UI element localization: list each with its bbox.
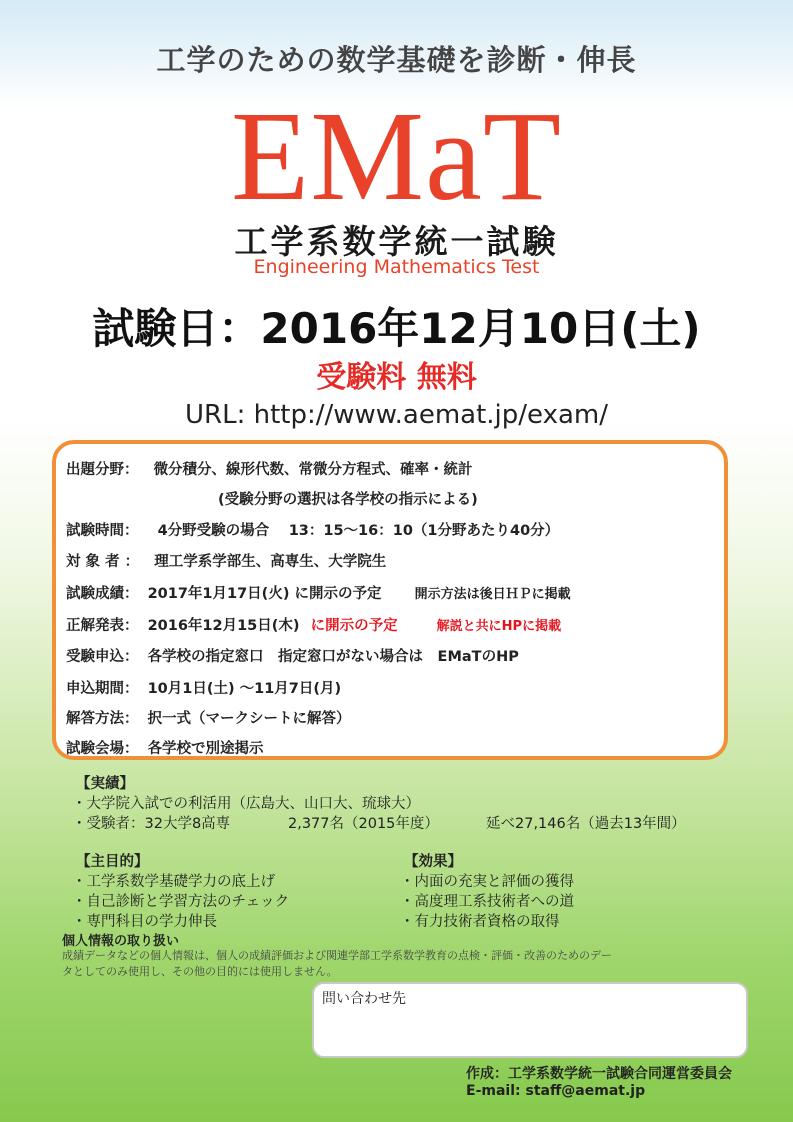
achievements-title: 【実績】 xyxy=(76,776,134,792)
subjects-row xyxy=(66,458,473,479)
purpose-item: ・専門科目の学力伸長 xyxy=(72,914,217,930)
answers-note: 解説と共にHPに掲載 xyxy=(436,619,562,634)
emat-logo: EMaT xyxy=(231,85,562,227)
subjects-note: (受験分野の選択は各学校の指示による) xyxy=(218,492,478,508)
contact-label: 問い合わせ先 xyxy=(322,991,406,1007)
title-japanese: 工学系数学統一試験 xyxy=(234,222,559,261)
privacy-text: 成績データなどの個人情報は、個人の成績評価および関連学部工学系数学教育の点検・評価・改善のためのデータとしてのみ使用し、その他の目的には使用しません。 xyxy=(62,949,612,978)
achievement-item: 延べ27,146名（過去13年間） xyxy=(486,816,686,832)
answers-value: 2016年12月15日(木) xyxy=(147,618,300,634)
purpose-item: ・自己診断と学習方法のチェック xyxy=(72,894,290,910)
venue-label: 試験会場： xyxy=(66,741,139,757)
venue-row xyxy=(66,737,264,758)
method-value: 択一式（マークシートに解答） xyxy=(147,711,351,727)
subjects-label: 出題分野： xyxy=(66,462,139,478)
exam-fee: 受験料 無料 xyxy=(316,360,477,395)
tagline: 工学のための数学基礎を診断・伸長 xyxy=(156,43,637,77)
venue-value: 各学校で別途掲示 xyxy=(147,741,264,757)
period-label: 申込期間： xyxy=(66,681,139,697)
target-label: 対 象 者 ： xyxy=(66,554,140,570)
period-value: 10月1日(土) 〜11月7日(月) xyxy=(147,681,342,697)
subjects-value: 微分積分、線形代数、常微分方程式、確率・統計 xyxy=(153,462,473,478)
apply-row xyxy=(66,645,519,666)
footer-author: 作成：工学系数学統一試験合同運営委員会 xyxy=(466,1066,732,1082)
exam-date: 試験日：2016年12月10日(土) xyxy=(92,304,701,353)
results-row xyxy=(66,582,571,603)
method-row xyxy=(66,707,351,728)
purpose-title: 【主目的】 xyxy=(76,854,149,870)
time-label: 試験時間： xyxy=(66,523,139,539)
answers-value-red: に開示の予定 xyxy=(310,618,398,634)
exam-url-link[interactable]: URL: http://www.aemat.jp/exam/ xyxy=(184,400,608,430)
method-label: 解答方法： xyxy=(66,711,139,727)
answers-row xyxy=(66,614,561,635)
effects-title: 【効果】 xyxy=(404,854,462,870)
privacy-title: 個人情報の取り扱い xyxy=(62,934,180,949)
apply-value: 各学校の指定窓口 指定窓口がない場合は EMaTのHP xyxy=(147,649,519,665)
effects-item: ・高度理工系技術者への道 xyxy=(400,894,574,910)
effects-item: ・内面の充実と評価の獲得 xyxy=(400,874,574,890)
achievement-item: ・大学院入試での利活用（広島大、山口大、琉球大） xyxy=(72,796,420,812)
apply-label: 受験申込： xyxy=(66,649,139,665)
time-value: 4分野受験の場合 13：15〜16：10（1分野あたり40分） xyxy=(157,523,560,539)
target-row xyxy=(66,550,386,571)
results-value: 2017年1月17日(火) に開示の予定 xyxy=(147,586,382,602)
footer-email-link[interactable]: E-mail: staff@aemat.jp xyxy=(466,1083,646,1099)
target-value: 理工学系学部生、高専生、大学院生 xyxy=(154,554,387,570)
answers-label: 正解発表： xyxy=(66,618,139,634)
effects-item: ・有力技術者資格の取得 xyxy=(400,914,560,930)
achievement-item: ・受験者：32大学8高専 xyxy=(72,816,231,832)
results-label: 試験成績： xyxy=(66,586,139,602)
results-note: 開示方法は後日ＨＰに掲載 xyxy=(414,587,571,602)
purpose-item: ・工学系数学基礎学力の底上げ xyxy=(72,874,275,890)
time-row xyxy=(66,519,559,540)
achievement-item: 2,377名（2015年度） xyxy=(288,816,439,832)
title-english: Engineering Mathematics Test xyxy=(253,256,540,278)
period-row xyxy=(66,677,341,698)
